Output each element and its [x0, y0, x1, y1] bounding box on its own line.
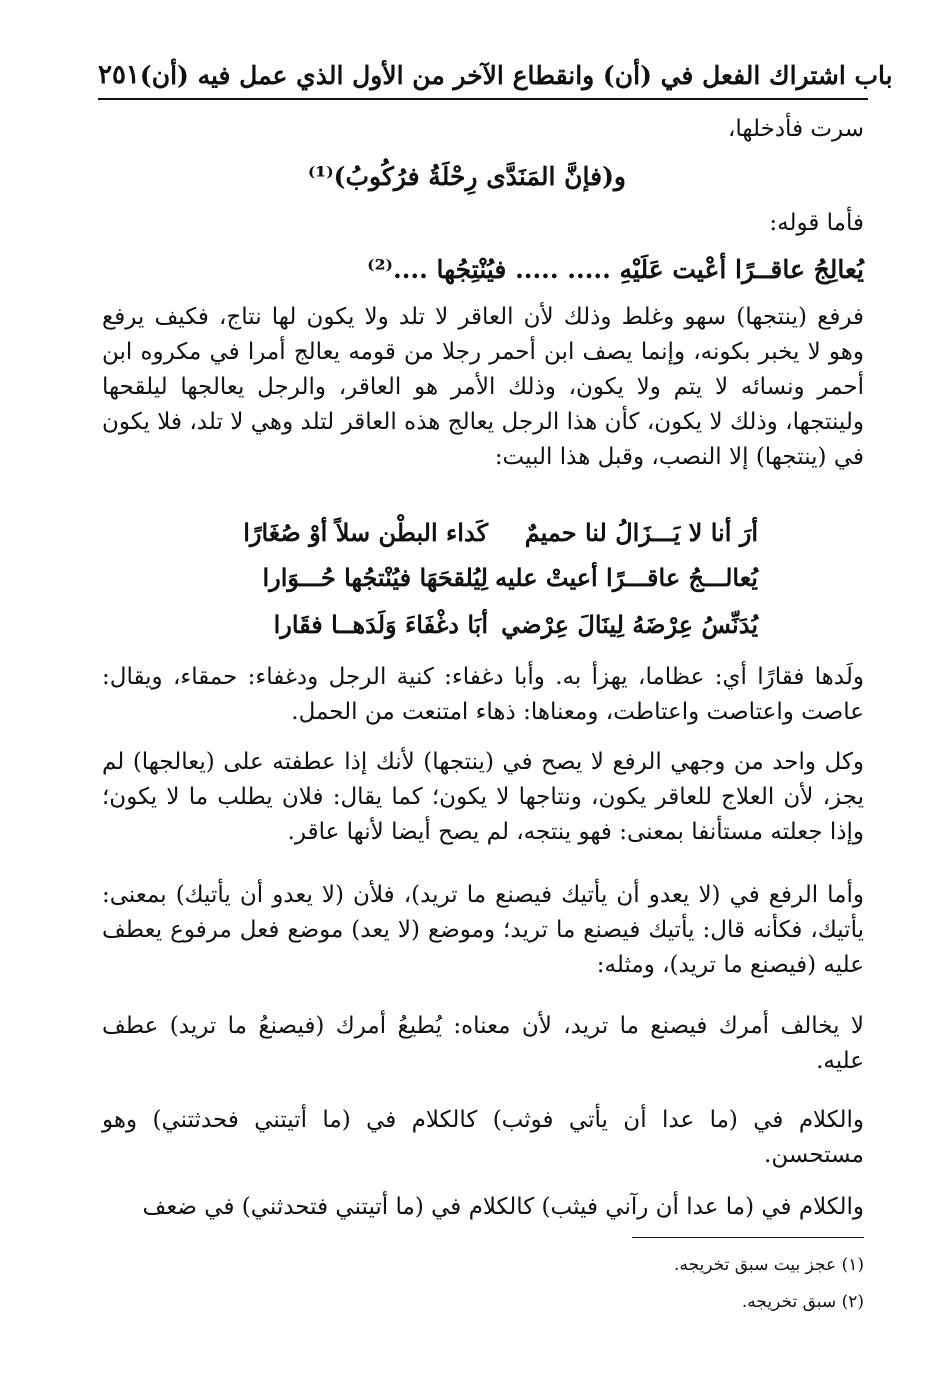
verse-citation: و(فإنَّ المَنَدَّى رِحْلَةُ فرُكُوبُ)⁽¹⁾	[307, 162, 626, 191]
text-line: سرت فأدخلها،	[727, 116, 864, 142]
poem-hemistich: أبَا دغْفَاءَ وَلَدَهــا فقَارا	[273, 610, 488, 639]
paragraph: ولَدها فقارًا أي: عظاما، يهزأ به. وأبا دغفاء: كنية الرجل ودغفاء: حمقاء، ويقال: عاصت واعتاصت واعتاطت، ومعناها: ذهاء امتنعت من الحمل.	[102, 664, 864, 725]
footnote: (١) عجز بيت سبق تخريجه.	[674, 1255, 864, 1275]
footnote: (٢) سبق تخريجه.	[741, 1292, 864, 1312]
paragraph: فرفع (ينتجها) سهو وغلط وذلك لأن العاقر لا تلد ولا يكون لها نتاج، فكيف يرفع وهو لا يخبر بكونه، وإنما يصف ابن أحمر رجلا من قومه يعالج أمرا في مكروه ابن أحمر ونسائه لا يتم ولا يكون، وذلك الأمر هو العاقر، والرجل يعالجها ليلقحها ولينتجها، وذلك لا يكون، كأن هذا الرجل يعالج هذه العاقر لتلد وهي لا تلد، فلا يكون في (ينتجها) إلا النصب، وقبل هذا البيت:	[102, 304, 864, 470]
paragraph: وكل واحد من وجهي الرفع لا يصح في (ينتجها) لأنك إذا عطفته على (يعالجها) لم يجز، لأن العلاج للعاقر يكون، ونتاجها لا يكون؛ كما يقال: فلان يطلب ما لا يكون؛ وإذا جعلته مستأنفا بمعنى: فهو ينتجه، لم يصح أيضا لأنها عاقر.	[102, 749, 864, 845]
poem-hemistich: لِيُلقحَهَا فيُنْتجُها حُـــوَارا	[262, 563, 488, 592]
paragraph: وأما الرفع في (لا يعدو أن يأتيك فيصنع ما تريد)، فلأن (لا يعدو أن يأتيك) بمعنى: يأتيك، فكأنه قال: يأتيك فيصنع ما تريد؛ وموضع (لا يعد) موضع فعل مرفوع يعطف عليه (فيصنع ما تريد)، ومثله:	[102, 882, 864, 978]
poem-hemistich: كَداء البطْن سلاً أوْ صُغَارًا	[243, 518, 488, 547]
paragraph: والكلام في (ما عدا أن رآني فيثب) كالكلام في (ما أتيتني فتحدثني) في ضعف	[142, 1194, 864, 1220]
chapter-title: باب اشتراك الفعل في (أن) وانقطاع الآخر من الأول الذي عمل فيه (أن)	[139, 60, 893, 90]
poem-hemistich: يُدَنِّسُ عِرْضَهُ لِينَالَ عِرْضي	[501, 610, 758, 639]
verse-citation: يُعالِجُ عاقــرًا أعْيت عَلَيْهِ ..... ..... فيُنْتِجُها ....⁽²⁾	[367, 255, 864, 284]
poem-hemistich: يُعالـــجُ عاقـــرًا أعيتْ عليه	[495, 563, 758, 592]
page-header	[98, 52, 893, 100]
paragraph: والكلام في (ما عدا أن يأتي فوثب) كالكلام في (ما أتيتني فحدثتني) وهو مستحسن.	[102, 1107, 864, 1168]
paragraph: لا يخالف أمرك فيصنع ما تريد، لأن معناه: يُطيعُ أمرك (فيصنعُ ما تريد) عطف عليه.	[102, 1013, 864, 1074]
poem-hemistich: أرَ أنا لا يَـــزَالُ لنا حميمٌ	[524, 518, 758, 547]
footnote-divider	[632, 1237, 864, 1238]
text-line: فأما قوله:	[769, 210, 864, 236]
page-number: ٢٥١	[98, 60, 140, 90]
